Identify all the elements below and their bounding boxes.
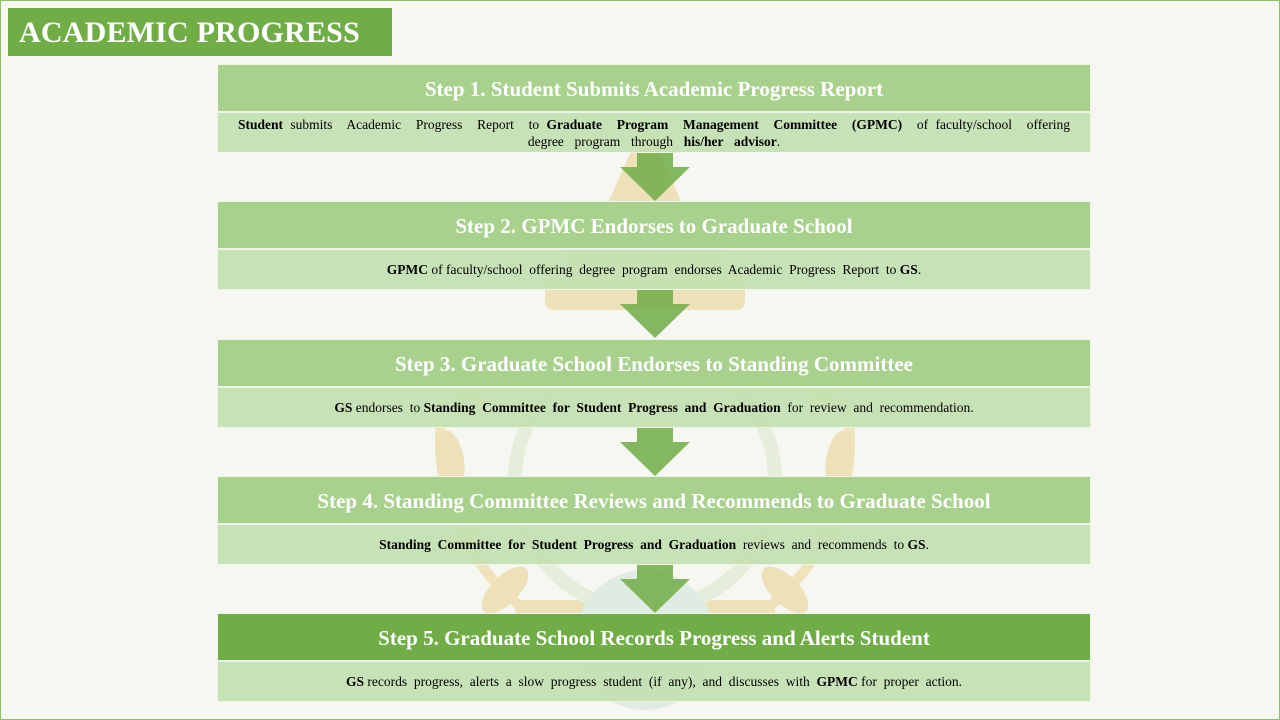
down-arrow-icon [620,153,690,201]
down-arrow-icon [620,428,690,476]
step-4-description [217,524,1091,565]
step-2-heading: Step 2. GPMC Endorses to Graduate School [217,201,1091,249]
down-arrow-shape [620,153,690,201]
emphasized-term: Student [238,116,284,132]
description-text: . [917,262,922,277]
down-arrow-icon [620,565,690,613]
emphasized-term: GPMC [386,262,429,277]
emphasized-term: GS [899,262,918,277]
step-5-description [217,661,1091,702]
description-text: . [776,133,781,149]
emphasized-term: Standing Committee for Student Progress and Graduation [379,537,737,552]
emphasized-term: GPMC [816,674,858,689]
description-text: for review and recommendation. [780,400,974,415]
description-text: reviews and recommends to [736,537,908,552]
description-text: of faculty/school offering degree program endorses Academic Progress Report to [428,262,900,277]
step-3-heading: Step 3. Graduate School Endorses to Standing Committee [217,339,1091,387]
description-text: for proper action. [857,674,963,689]
emphasized-term: GS [334,400,353,415]
emphasized-term: Graduate Program Management Committee (GPMC) [546,116,903,132]
description-text: submits Academic Progress Report to [283,116,547,132]
step-4-heading: Step 4. Standing Committee Reviews and Recommends to Graduate School [217,476,1091,524]
emphasized-term: GS [907,537,926,552]
down-arrow-icon [620,290,690,338]
down-arrow-shape [620,290,690,338]
description-text: . [925,537,929,552]
description-text: endorses to [352,400,424,415]
emphasized-term: GS [345,674,364,689]
emphasized-term: Standing Committee for Student Progress and Graduation [423,400,781,415]
step-1-heading: Step 1. Student Submits Academic Progress Report [217,64,1091,112]
emphasized-term: his/her advisor [683,133,777,149]
step-1-description [217,112,1091,153]
down-arrow-shape [620,565,690,613]
step-5-heading: Step 5. Graduate School Records Progress and Alerts Student [217,613,1091,661]
slide-title: ACADEMIC PROGRESS [8,8,392,56]
step-3-description [217,387,1091,428]
step-2-description [217,249,1091,290]
down-arrow-shape [620,428,690,476]
description-text: of faculty/school offering degree program through [527,116,1081,149]
description-text: records progress, alerts a slow progress student (if any), and discusses with [364,674,817,689]
